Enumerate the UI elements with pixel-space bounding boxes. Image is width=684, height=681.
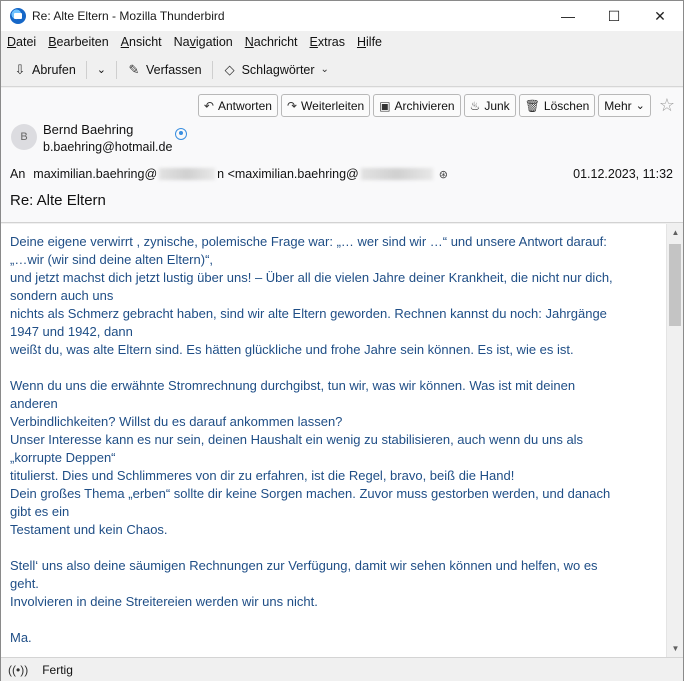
sender-email[interactable]: b.baehring@hotmail.de: [43, 140, 173, 154]
close-button[interactable]: ✕: [654, 7, 666, 24]
message-body[interactable]: [1, 224, 666, 657]
body-line: Dein großes Thema „erben“ sollte dir keine Sorgen machen. Zuvor muss gestorben werden, und danach: [10, 486, 611, 501]
body-line: 1947 und 1942, dann: [10, 324, 133, 339]
scrollbar-thumb[interactable]: [669, 244, 681, 326]
status-text: Fertig: [42, 662, 73, 677]
status-bar: [1, 657, 683, 681]
contact-icon[interactable]: [175, 128, 187, 140]
menu-datei[interactable]: [7, 35, 36, 49]
privacy-icon: ⊛: [438, 168, 448, 181]
reply-button[interactable]: [198, 94, 278, 117]
body-line: Unser Interesse kann es nur sein, deinen Haushalt ein wenig zu stabilisieren, auch wenn du uns als: [10, 432, 584, 447]
body-line: „…wir (wir sind deine alten Eltern)“,: [10, 252, 214, 267]
chevron-down-icon: ⌄: [320, 64, 329, 75]
body-line: titulierst. Dies und Schlimmeres von dir zu erfahren, ist die Regel, bravo, beiß die Hand!: [10, 468, 515, 483]
body-line: weißt du, was alte Eltern sind. Es hätten glückliche und frohe Jahre sein können. Es ist, wie es ist.: [10, 342, 574, 357]
scroll-up-arrow-icon[interactable]: ▲: [671, 228, 680, 237]
menu-ansicht-label: nsicht: [129, 35, 162, 49]
recipient-address-part[interactable]: maximilian.baehring@: [33, 167, 158, 181]
menu-navigation-label: igation: [195, 35, 233, 49]
trash-icon: 🗑: [524, 98, 540, 113]
window-title: Re: Alte Eltern - Mozilla Thunderbird: [32, 9, 225, 23]
body-line: Involvieren in deine Streitereien werden wir uns nicht.: [10, 594, 318, 609]
body-line: Deine eigene verwirrt , zynische, polemische Frage war: „… wer sind wir …“ und unsere Antwort darauf:: [10, 234, 607, 249]
body-line: und jetzt machst dich jetzt lustig über uns! – Über all die vielen Jahre deiner Krankheit, die nicht nur dich,: [10, 270, 613, 285]
body-line: „korrupte Deppen“: [10, 450, 116, 465]
write-label: Verfassen: [146, 62, 202, 77]
download-cloud-icon: ⇩: [14, 61, 26, 77]
recipient-row: [10, 167, 675, 181]
archive-label: Archivieren: [394, 98, 455, 113]
menu-bearbeiten[interactable]: [48, 35, 108, 49]
sender-name[interactable]: Bernd Baehring: [43, 122, 134, 137]
tags-label: Schlagwörter: [241, 62, 315, 77]
star-icon[interactable]: ☆: [658, 95, 675, 115]
recipient-address[interactable]: n <maximilian.baehring@: [217, 167, 359, 181]
window-controls: [545, 1, 683, 31]
body-line: nichts als Schmerz gebracht haben, sind wir alte Eltern geworden. Rechnen kannst du noch: Jahrgänge: [10, 306, 607, 321]
body-line: Verbindlichkeiten? Willst du es darauf ankommen lassen?: [10, 414, 343, 429]
body-line: Ma.: [10, 630, 32, 645]
forward-label: Weiterleiten: [301, 98, 365, 113]
tag-icon: ◇: [224, 61, 235, 77]
get-mail-button[interactable]: [9, 58, 80, 82]
body-line: [10, 611, 660, 629]
archive-box-icon: ▣: [379, 98, 391, 113]
pencil-icon: ✎: [128, 61, 140, 77]
menu-ansicht-mnemonic: A: [120, 35, 129, 49]
body-line: [10, 359, 660, 377]
menu-navigation-prefix: Na: [173, 35, 190, 49]
forward-button[interactable]: [281, 94, 370, 117]
toolbar-divider: [212, 61, 213, 79]
flame-icon: ♨: [469, 98, 481, 113]
toolbar-divider: [86, 61, 87, 79]
minimize-button[interactable]: —: [561, 8, 575, 24]
forward-arrow-icon: ↷: [286, 98, 298, 113]
menu-hilfe[interactable]: [357, 35, 382, 49]
menu-bearbeiten-mnemonic: B: [48, 35, 57, 49]
more-button[interactable]: [598, 94, 651, 117]
avatar: B: [11, 124, 37, 150]
write-button[interactable]: [123, 58, 206, 82]
menu-bar: [1, 31, 683, 53]
get-mail-label: Abrufen: [32, 62, 76, 77]
body-line: gibt es ein: [10, 504, 70, 519]
message-date: 01.12.2023, 11:32: [573, 167, 673, 181]
main-toolbar: [1, 53, 683, 87]
redacted-block: [361, 168, 433, 180]
body-line: anderen: [10, 396, 58, 411]
body-line: geht.: [10, 576, 39, 591]
thunderbird-logo-icon: [10, 8, 26, 24]
delete-button[interactable]: [519, 94, 596, 117]
reply-label: Antworten: [217, 98, 272, 113]
body-line: [10, 539, 660, 557]
redacted-block: [159, 168, 215, 180]
toolbar-divider: [116, 61, 117, 79]
reply-arrow-icon: ↶: [203, 98, 214, 113]
menu-navigation-mnemonic: v: [189, 35, 196, 49]
to-label: An: [10, 167, 26, 181]
chevron-down-icon: ⌄: [96, 64, 106, 76]
menu-ansicht[interactable]: [121, 35, 162, 49]
menu-nachricht-mnemonic: N: [244, 35, 254, 49]
chevron-down-icon: ⌄: [635, 100, 645, 112]
maximize-button[interactable]: ☐: [607, 7, 621, 24]
menu-hilfe-label: ilfe: [366, 35, 382, 49]
menu-bearbeiten-label: earbeiten: [56, 35, 109, 49]
message-header: [1, 88, 683, 223]
menu-extras-mnemonic: E: [309, 35, 318, 49]
message-subject: Re: Alte Eltern: [10, 192, 106, 209]
message-text: [10, 233, 660, 647]
more-label: Mehr: [604, 98, 632, 113]
junk-button[interactable]: [464, 94, 516, 117]
menu-navigation[interactable]: [174, 35, 233, 49]
get-mail-dropdown[interactable]: [93, 58, 110, 82]
menu-nachricht-label: achricht: [253, 35, 298, 49]
menu-datei-mnemonic: D: [7, 35, 17, 49]
menu-hilfe-mnemonic: H: [356, 35, 367, 49]
tags-button[interactable]: [219, 58, 333, 82]
message-actions: [195, 94, 675, 117]
junk-label: Junk: [484, 98, 510, 113]
body-line: sondern auch uns: [10, 288, 114, 303]
menu-datei-label: atei: [16, 35, 37, 49]
title-bar: [1, 1, 683, 31]
body-line: Testament und kein Chaos.: [10, 522, 168, 537]
online-status-icon[interactable]: ((•)): [8, 662, 29, 677]
menu-nachricht[interactable]: [245, 35, 298, 49]
menu-extras-label: xtras: [317, 35, 345, 49]
archive-button[interactable]: [373, 94, 460, 117]
body-line: Stell‘ uns also deine säumigen Rechnungen zur Verfügung, damit wir sehen können und helfen, wo es: [10, 558, 598, 573]
body-line: Wenn du uns die erwähnte Stromrechnung durchgibst, tun wir, was wir können. Was ist mit deinen: [10, 378, 576, 393]
vertical-scrollbar[interactable]: [666, 224, 683, 657]
menu-extras[interactable]: [310, 35, 345, 49]
delete-label: Löschen: [543, 98, 590, 113]
scroll-down-arrow-icon[interactable]: ▼: [671, 644, 680, 653]
